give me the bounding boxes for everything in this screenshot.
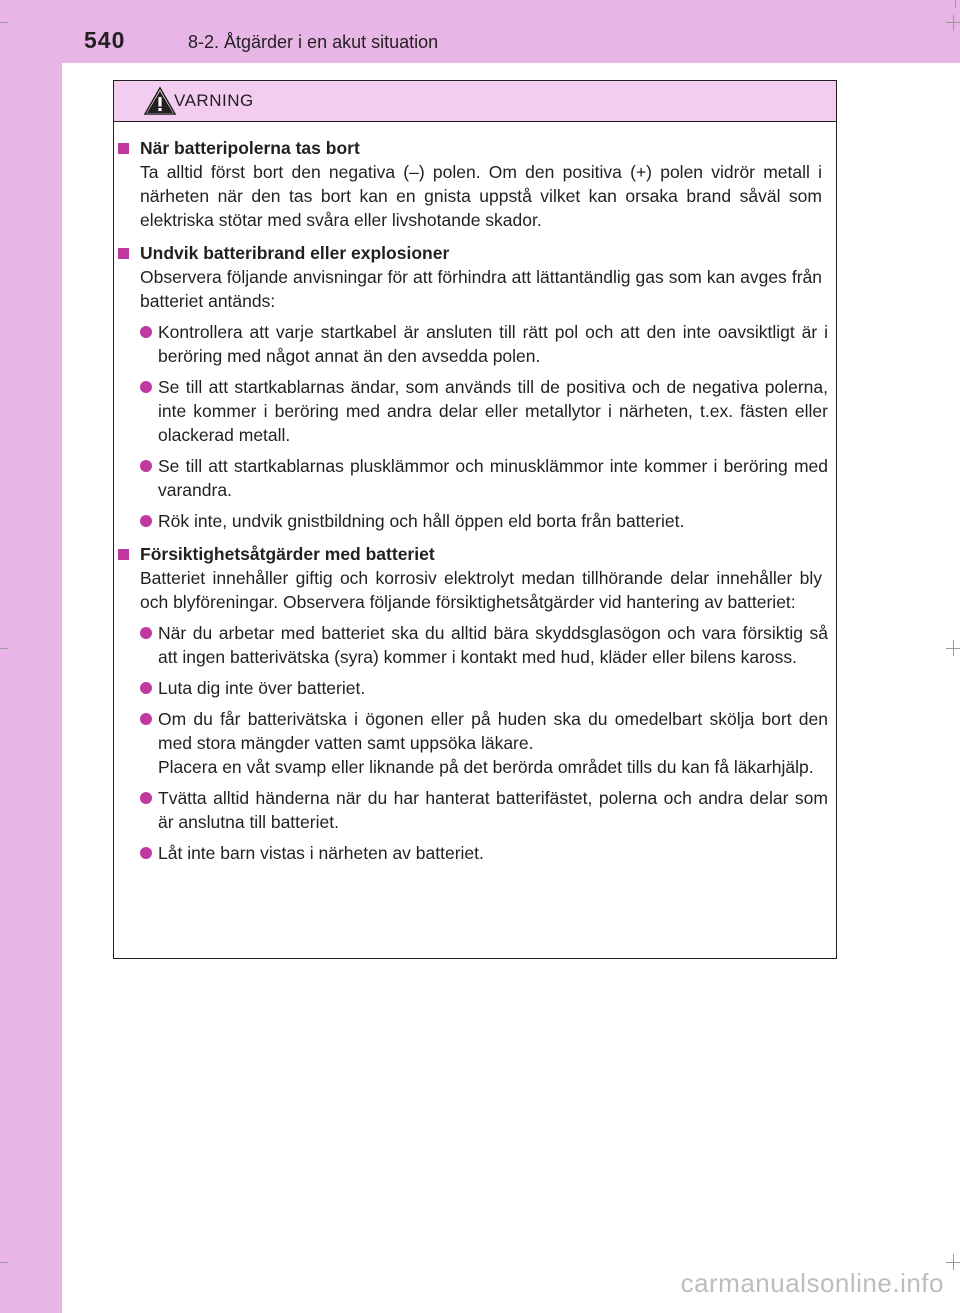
crop-mark <box>0 1262 8 1263</box>
circle-bullet-icon <box>140 847 152 859</box>
square-bullet-icon <box>118 248 129 259</box>
list-item: Om du får batterivätska i ögonen eller på huden ska du omedelbart skölja bort den med stora mängder vatten samt uppsöka läkare. Placera en våt svamp eller liknande på det berörda området tills du kan få läkarhjälp. <box>140 707 828 779</box>
section-text: Batteriet innehåller giftig och korrosiv elektrolyt medan tillhörande delar innehåller bly och blyföreningar. Observera följande försiktighetsåtgärder vid hantering av batteriet: <box>140 568 822 612</box>
circle-bullet-icon <box>140 381 152 393</box>
warning-triangle-icon <box>143 86 177 116</box>
circle-bullet-icon <box>140 713 152 725</box>
circle-bullet-icon <box>140 627 152 639</box>
square-bullet-icon <box>118 549 129 560</box>
page-number: 540 <box>84 27 126 53</box>
section-text: Observera följande anvisningar för att förhindra att lättantändlig gas som kan avges från batteriet antänds: <box>140 267 822 311</box>
list-item: Luta dig inte över batteriet. <box>140 676 828 700</box>
section-heading: Försiktighetsåtgärder med batteriet <box>114 542 836 566</box>
warning-box <box>113 80 837 959</box>
circle-bullet-icon <box>140 515 152 527</box>
circle-bullet-icon <box>140 792 152 804</box>
warning-body <box>114 136 836 874</box>
square-bullet-icon <box>118 143 129 154</box>
list-item: Rök inte, undvik gnistbildning och håll öppen eld borta från batteriet. <box>140 509 828 533</box>
list-item-extra: Placera en våt svamp eller liknande på det berörda området tills du kan få läkarhjälp. <box>158 757 814 777</box>
crop-mark <box>953 1254 954 1270</box>
section-text: Ta alltid först bort den negativa (–) polen. Om den positiva (+) polen vidrör metall i närheten när den tas bort kan en gnista uppstå vilket kan orsaka brand såväl som elektriska stötar med svåra eller livshotande skador. <box>140 162 822 230</box>
warning-section <box>114 241 836 533</box>
crop-mark <box>955 0 956 8</box>
list-item: Låt inte barn vistas i närheten av batteriet. <box>140 841 828 865</box>
list-item: Se till att startkablarnas plusklämmor och minusklämmor inte kommer i beröring med varandra. <box>140 454 828 502</box>
crop-mark <box>0 648 8 649</box>
watermark: carmanualsonline.info <box>680 1268 944 1298</box>
circle-bullet-icon <box>140 326 152 338</box>
list-item: Tvätta alltid händerna när du har hanterat batterifästet, polerna och andra delar som är anslutna till batteriet. <box>140 786 828 834</box>
crop-mark <box>953 15 954 31</box>
list-item: Kontrollera att varje startkabel är ansluten till rätt pol och att den inte oavsiktligt är i beröring med något annat än den avsedda polen. <box>140 320 828 368</box>
warning-section <box>114 542 836 865</box>
circle-bullet-icon <box>140 682 152 694</box>
list-item: Se till att startkablarnas ändar, som används till de positiva och de negativa polerna, inte kommer i beröring med andra delar eller metallytor i närheten, t.ex. fästen eller olackerad metall. <box>140 375 828 447</box>
section-heading: När batteripolerna tas bort <box>114 136 836 160</box>
list-item: När du arbetar med batteriet ska du alltid bära skyddsglasögon och vara försiktig så att ingen batterivätska (syra) kommer i kontakt med hud, kläder eller bilens kaross. <box>140 621 828 669</box>
circle-bullet-icon <box>140 460 152 472</box>
warning-header <box>114 81 836 122</box>
section-heading: Undvik batteribrand eller explosioner <box>114 241 836 265</box>
warning-label: VARNING <box>174 91 254 110</box>
warning-section <box>114 136 836 232</box>
crop-mark <box>0 22 8 23</box>
side-tab-strip <box>0 0 62 1313</box>
crop-mark <box>953 640 954 656</box>
section-title: 8-2. Åtgärder i en akut situation <box>188 32 439 52</box>
